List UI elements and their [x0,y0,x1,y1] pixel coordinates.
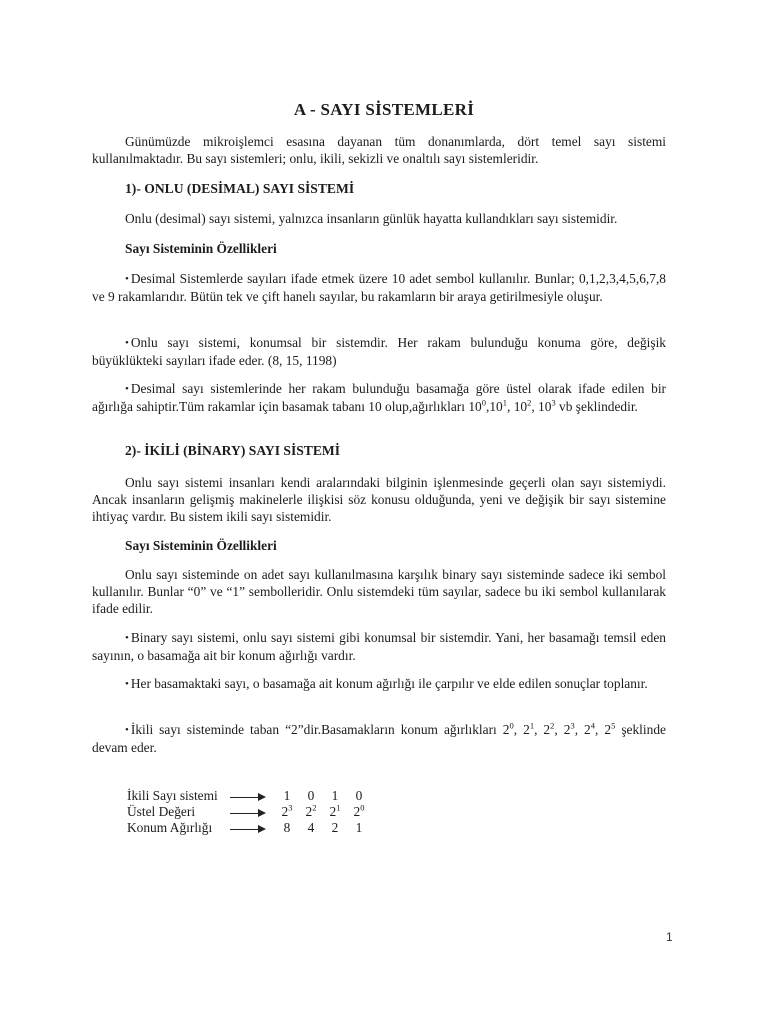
bullet-text: Desimal sayı sistemlerinde her rakam bulunduğu basamağa göre üstel olarak ifade edilen bir ağırlığa sahiptir.Tüm rakamlar için basamak tabanı 10 olup,ağırlıkları [92,381,666,414]
bullet-text-end: şeklinde devam eder. [92,722,666,755]
power-2-0: $2^0$ [502,720,514,737]
table-cell: 1 [331,788,339,803]
bullet-text: Binary sayı sistemi, onlu sayı sistemi gibi konumsal bir sistemdir. Yani, her basamağı temsil eden sayının, o basamağa ait bir konum ağırlığı vardır. [92,630,666,663]
arrow-right-icon [230,813,264,814]
table-cell: 8 [283,820,291,835]
power-2-4: $2^4$ [584,720,595,737]
table-row-label: Konum Ağırlığı [127,820,213,835]
section2-bullet-3: • İkili sayı sisteminde taban “2”dir.Basamakların konum ağırlıkları $2^0$, $2^1$, $2^2$, $2^3$, $2^4$, $2^5$ şeklinde devam eder. [92,720,666,755]
bullet-icon: • [125,273,129,285]
table-cell: $2^0$ [353,802,365,819]
section1-description: Onlu (desimal) sayı sistemi, yalnızca insanların günlük hayatta kullandıkları sayı sistemidir. [125,211,618,226]
bullet-icon: • [125,632,129,644]
section1-bullet-1 [92,270,666,305]
section2-features-heading: Sayı Sisteminin Özellikleri [125,538,277,553]
bullet-icon: • [125,337,129,349]
section2-symbols-paragraph: Onlu sayı sisteminde on adet sayı kullanılmasına karşılık binary sayı sisteminde sadece iki sembol kullanılır. Bunlar “0” ve “1” sembolleridir. Onlu sistemdeki tüm sayılar, sadece bu iki sembol kullanılarak ifade edilir. [92,567,666,616]
section1-bullet-3: • Desimal sayı sistemlerinde her rakam bulunduğu basamağa göre üstel olarak ifade edilen bir ağırlığa sahiptir.Tüm rakamlar için basamak tabanı 10 olup,ağırlıkları $10^0,10^1$, $10^2$, $10^3$ vb şeklindedir. [92,381,666,414]
section2-heading: 2)- İKİLİ (BİNARY) SAYI SİSTEMİ [125,443,341,458]
table-cell: $2^3$ [281,802,293,819]
section2-bullet-2 [92,675,666,693]
section2-description: Onlu sayı sistemi insanları kendi aralarındaki bilginin işlenmesinde geçerli olan sayı sistemiydi. Ancak insanların gelişmiş makinelerle ilişkisi söz konusu olduğunda, yeni ve değişik bir sayı sistemine ihtiyaç vardır. Bu sistem ikili sayı sistemidir. [92,475,666,524]
page-title: A - SAYI SİSTEMLERİ [293,100,475,119]
power-2-5: $2^5$ [604,720,616,737]
table-cell: 2 [331,820,339,835]
section2-bullet-1 [92,629,666,664]
bullet-text: Desimal Sistemlerde sayıları ifade etmek üzere 10 adet sembol kullanılır. Bunlar; 0,1,2,3,4,5,6,7,8 ve 9 rakamlarıdır. Bütün tek ve çift hanelı sayılar, bu rakamların bir araya getirilmesiyle oluşur. [92,271,666,304]
arrow-right-icon [230,829,264,830]
table-cell: $2^2$ [305,802,317,819]
table-cell: 1 [355,820,363,835]
power-2-1: $2^1$ [523,720,535,737]
arrow-right-icon [230,797,264,798]
bullet-icon: • [125,724,129,736]
table-row-label: İkili Sayı sistemi [127,788,218,803]
bullet-icon: • [125,383,129,395]
power-10-1: $10^1$ [489,397,507,414]
power-10-3: $10^3$ [538,397,556,414]
power-10-2: $10^2$ [513,397,532,414]
bullet-icon: • [125,678,129,690]
table-cell: 4 [307,820,315,835]
table-cell: 0 [307,788,315,803]
section1-features-heading: Sayı Sisteminin Özellikleri [125,241,277,256]
page-number: 1 [666,930,673,944]
table-row-label: Üstel Değeri [127,804,196,819]
table-cell: $2^1$ [329,802,341,819]
section1-heading: 1)- ONLU (DESİMAL) SAYI SİSTEMİ [125,181,355,196]
table-cell: 1 [283,788,291,803]
bullet-text: Her basamaktaki sayı, o basamağa ait konum ağırlığı ile çarpılır ve elde edilen sonuçlar toplanır. [130,676,648,691]
intro-paragraph: Günümüzde mikroişlemci esasına dayanan tüm donanımlarda, dört temel sayı sistemi kullanılmaktadır. Bu sayı sistemleri; onlu, ikili, sekizli ve onaltılı sayı sistemleridir. [92,134,666,166]
power-2-3: $2^3$ [563,720,575,737]
bullet-text: İkili sayı sisteminde taban “2”dir.Basamakların konum ağırlıkları [130,722,497,737]
bullet-text-end: şeklindedir. [575,399,638,414]
bullet-text: Onlu sayı sistemi, konumsal bir sistemdir. Her rakam bulunduğu konuma göre, değişik büyüklükteki sayıları ifade eder. (8, 15, 1198) [92,335,666,368]
section1-bullet-2 [92,334,666,369]
table-cell: 0 [355,788,363,803]
power-10-0: $10^0$ [468,397,486,414]
power-2-2: $2^2$ [543,720,555,737]
